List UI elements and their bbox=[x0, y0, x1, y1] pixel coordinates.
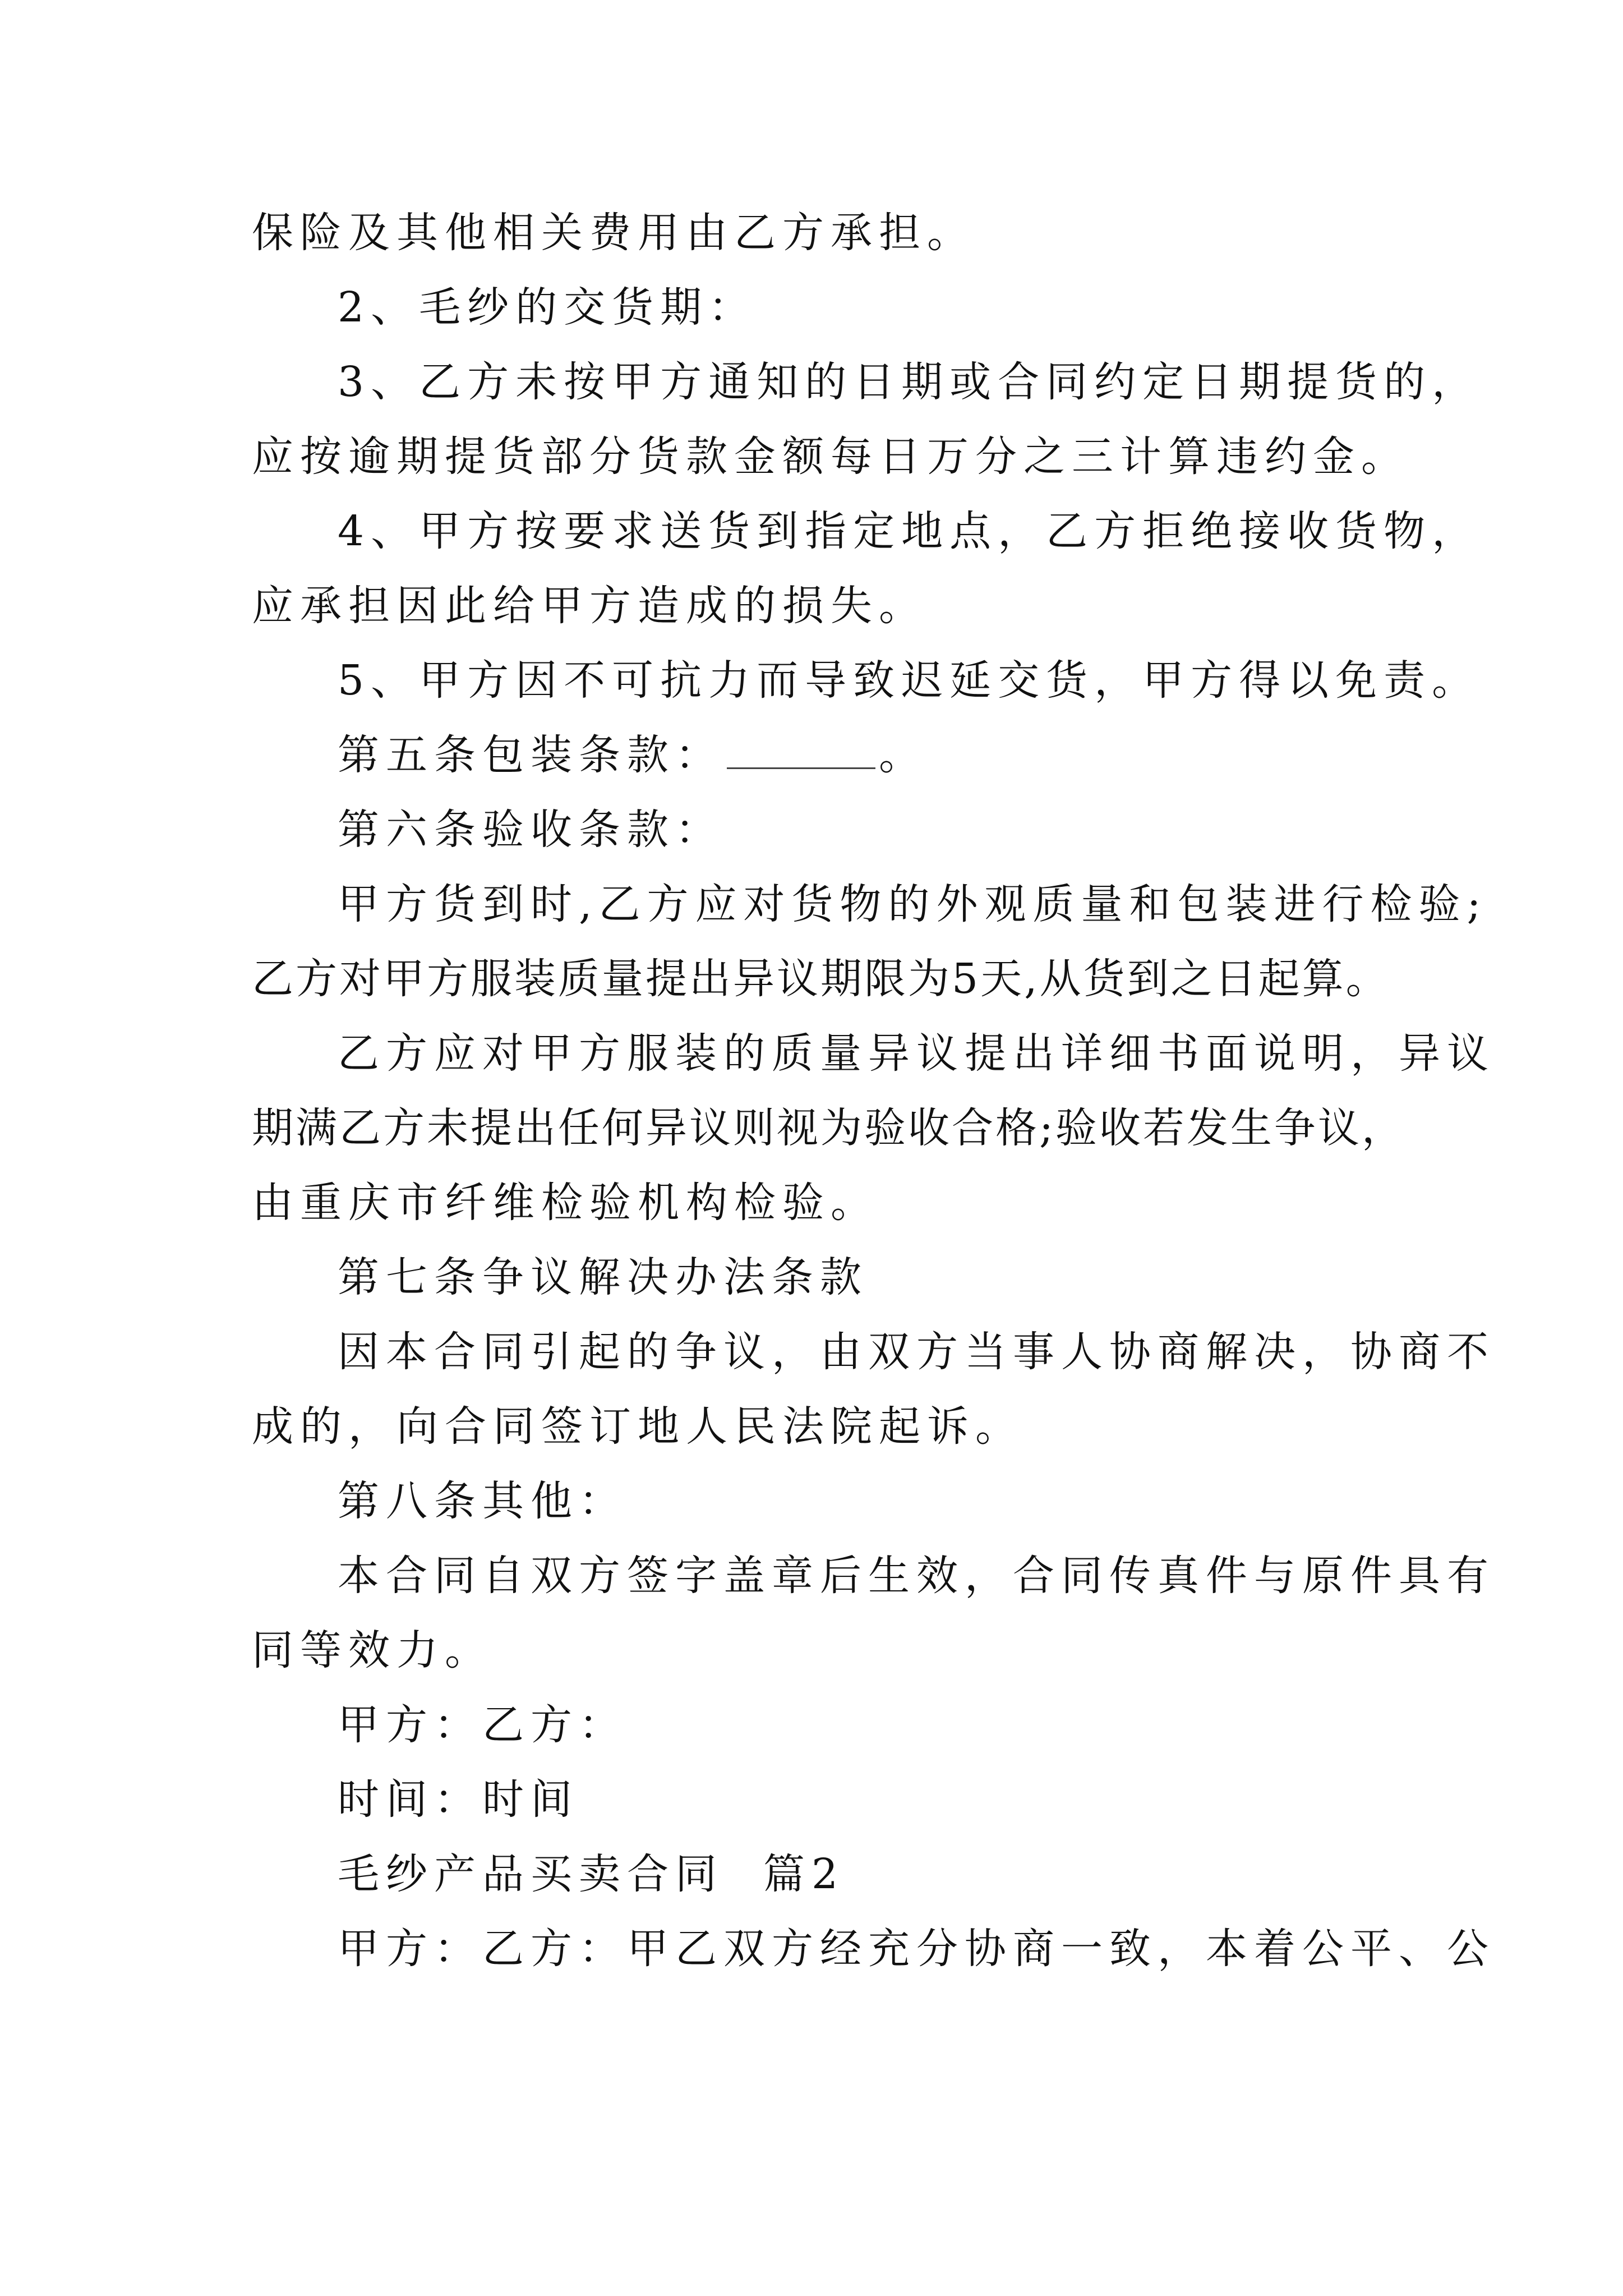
paragraph-line: 甲方：乙方：甲乙双方经充分协商一致，本着公平、公 bbox=[338, 1925, 1495, 1973]
paragraph-line: 由重庆市纤维检验机构检验。 bbox=[252, 1179, 879, 1227]
paragraph-line: 时间：时间 bbox=[338, 1775, 579, 1824]
paragraph-line: 应按逾期提货部分货款金额每日万分之三计算违约金。 bbox=[252, 432, 1409, 481]
paragraph-line: 第六条验收条款： bbox=[338, 806, 723, 854]
paragraph-line: 乙方应对甲方服装的质量异议提出详细书面说明，异议 bbox=[338, 1029, 1495, 1078]
paragraph-line: 2、毛纱的交货期： bbox=[338, 283, 757, 332]
clause-5-heading bbox=[338, 727, 927, 783]
clause-5-period: 。 bbox=[879, 731, 927, 779]
paragraph-line: 本合同自双方签字盖章后生效，合同传真件与原件具有 bbox=[338, 1552, 1495, 1600]
paragraph-line: 第七条争议解决办法条款 bbox=[338, 1253, 868, 1301]
section-heading: 毛纱产品买卖合同 篇2 bbox=[338, 1850, 845, 1898]
paragraph-line: 期满乙方未提出任何异议则视为验收合格;验收若发生争议， bbox=[252, 1104, 1405, 1152]
paragraph-line: 因本合同引起的争议，由双方当事人协商解决，协商不 bbox=[338, 1328, 1495, 1376]
paragraph-line: 甲方：乙方： bbox=[338, 1701, 627, 1749]
paragraph-line: 乙方对甲方服装质量提出异议期限为5天,从货到之日起算。 bbox=[252, 955, 1390, 1003]
paragraph-line: 应承担因此给甲方造成的损失。 bbox=[252, 582, 927, 630]
paragraph-line: 同等效力。 bbox=[252, 1626, 493, 1674]
paragraph-line: 3、乙方未按甲方通知的日期或合同约定日期提货的， bbox=[338, 358, 1481, 406]
paragraph-line: 第八条其他： bbox=[338, 1477, 627, 1525]
paragraph-line: 甲方货到时,乙方应对货物的外观质量和包装进行检验; bbox=[338, 880, 1488, 928]
paragraph-line: 5、甲方因不可抗力而导致迟延交货，甲方得以免责。 bbox=[338, 656, 1481, 705]
clause-5-label: 第五条包装条款： bbox=[338, 731, 723, 779]
paragraph-line: 保险及其他相关费用由乙方承担。 bbox=[252, 209, 975, 257]
paragraph-line: 成的，向合同签订地人民法院起诉。 bbox=[252, 1402, 1023, 1451]
paragraph-line: 4、甲方按要求送货到指定地点，乙方拒绝接收货物， bbox=[338, 507, 1481, 555]
blank-fill-line bbox=[727, 728, 875, 769]
